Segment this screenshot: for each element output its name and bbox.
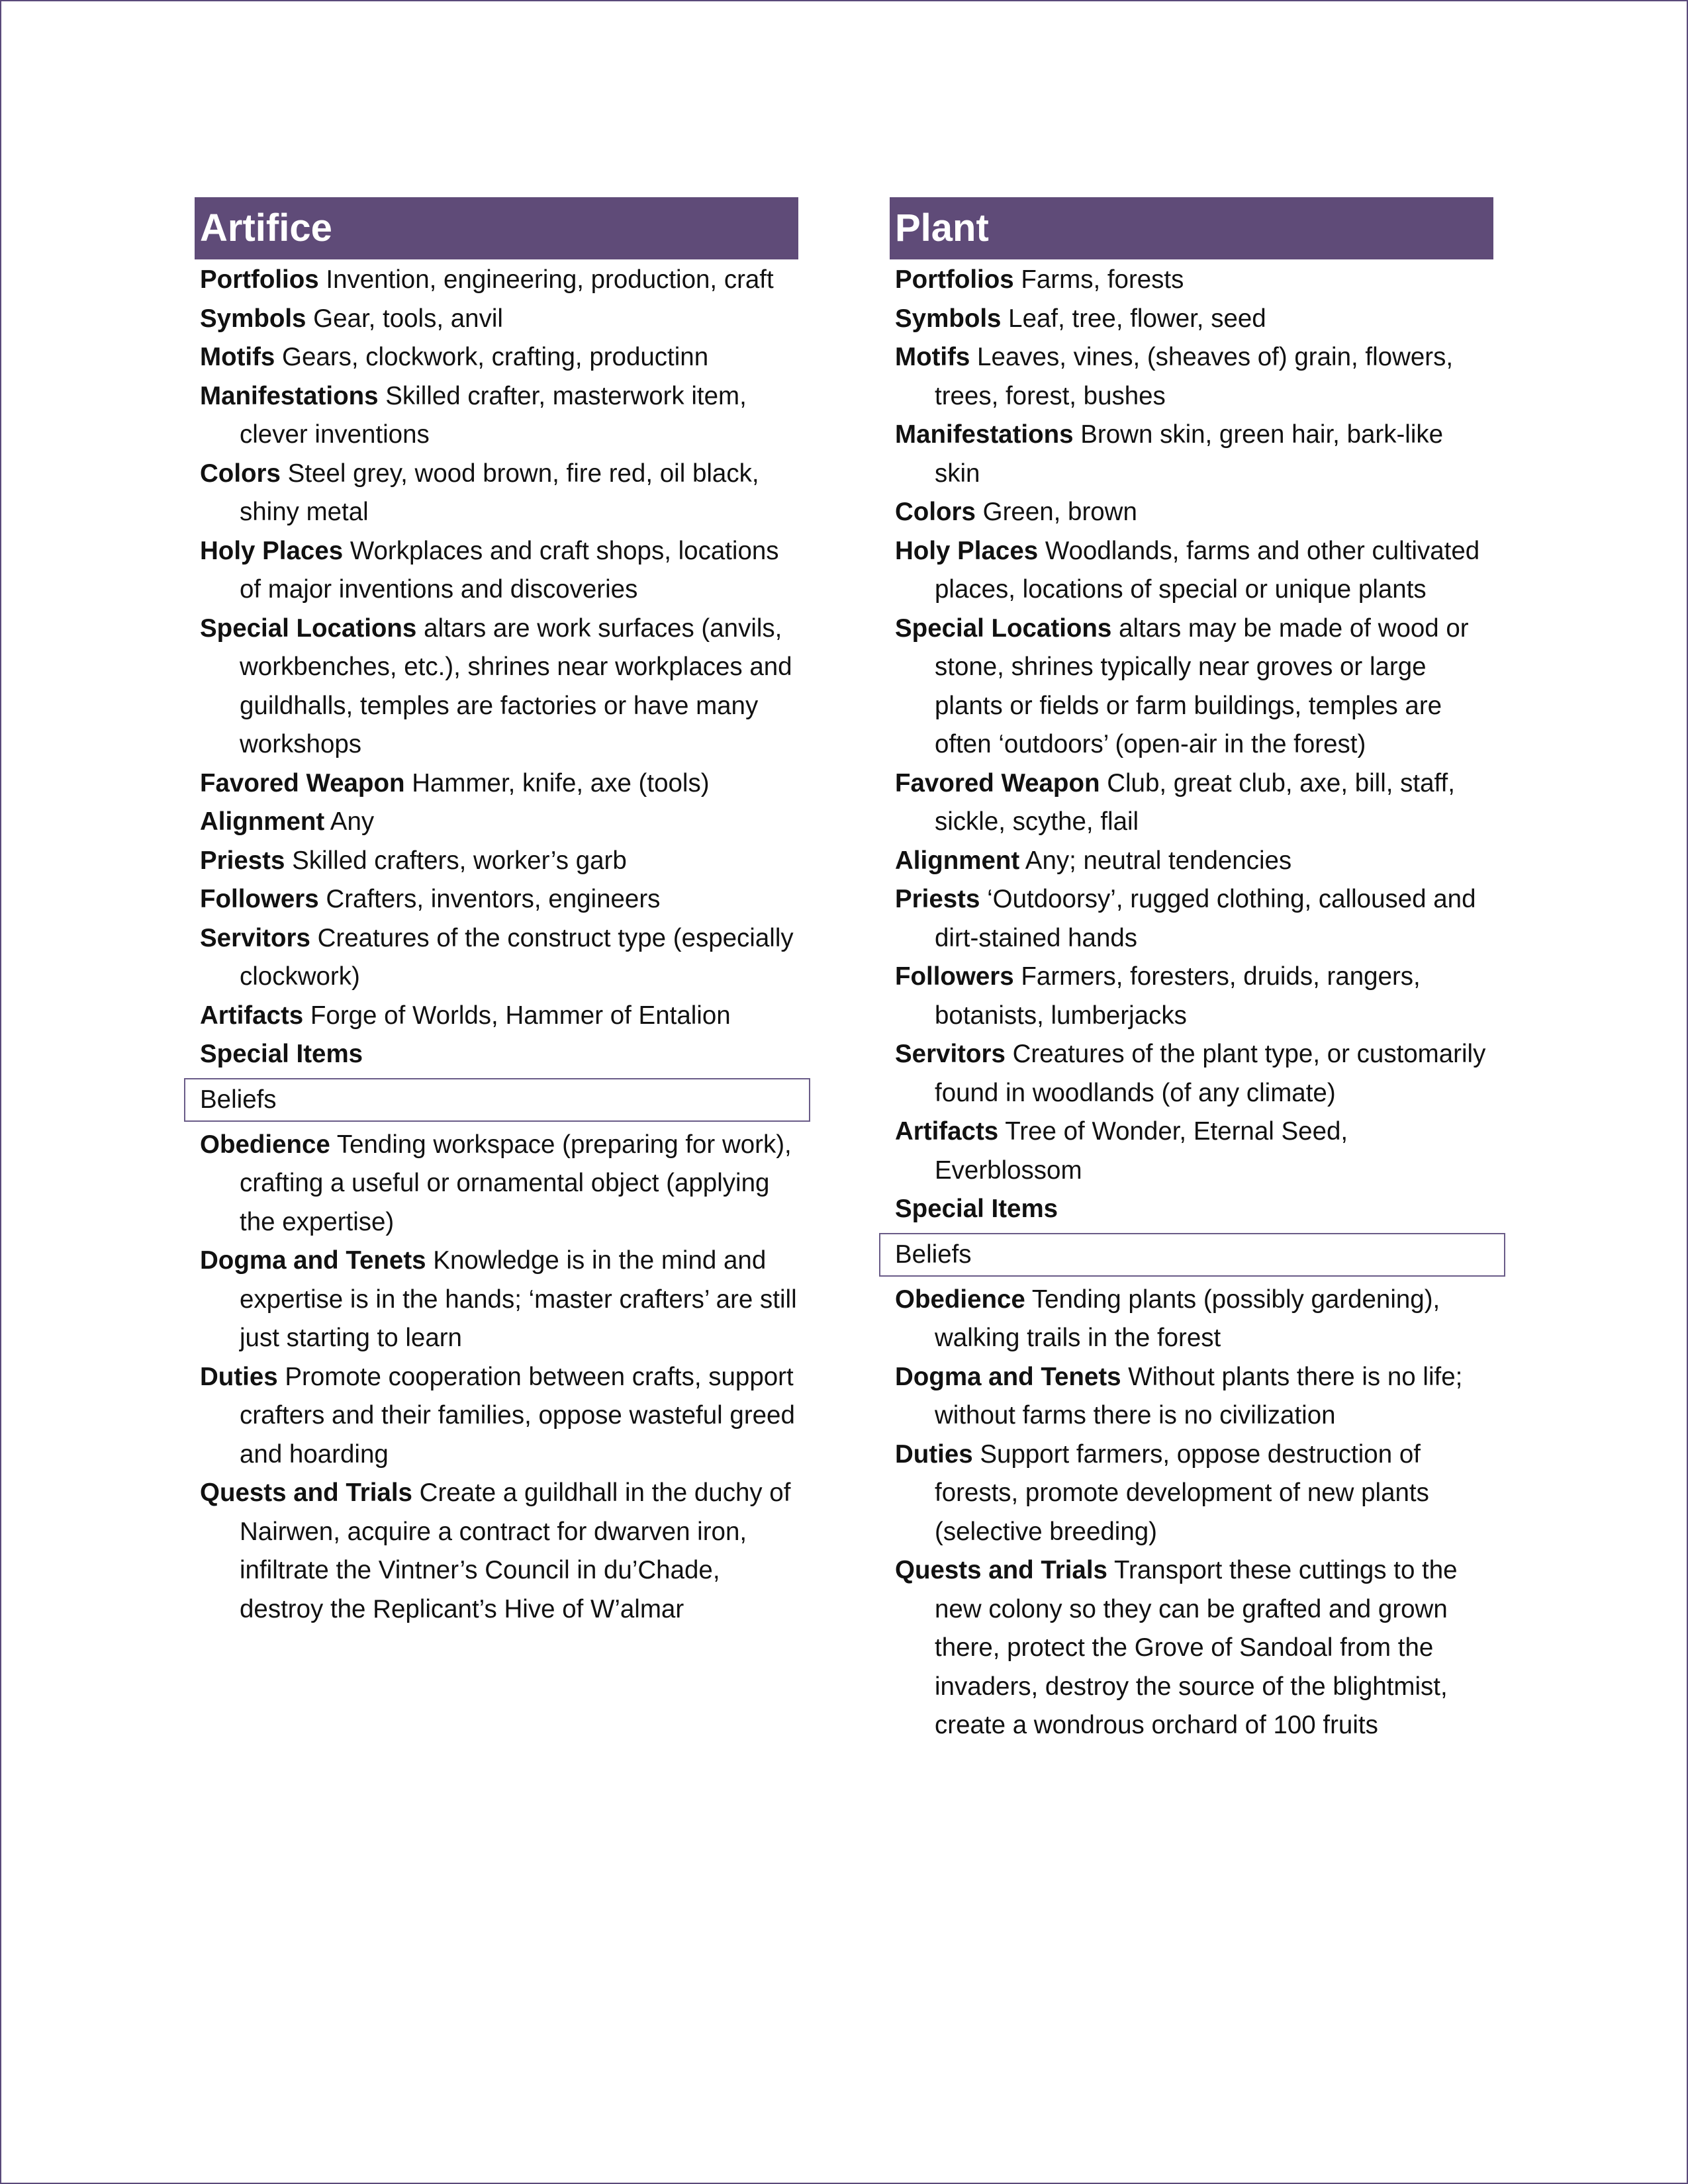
plant-duties	[895, 1435, 1493, 1552]
entry-label: Special Locations	[200, 614, 417, 643]
entry-label: Duties	[895, 1439, 973, 1469]
entry-text: Brown skin, green hair, bark-like skin	[935, 420, 1444, 488]
entry-text: ‘Outdoorsy’, rugged clothing, calloused and dirt-stained hands	[935, 885, 1476, 952]
entry-label: Portfolios	[895, 265, 1014, 294]
entry-text: Skilled crafter, masterwork item, clever inventions	[240, 381, 747, 449]
entry-label: Symbols	[200, 304, 306, 333]
entry-text: Steel grey, wood brown, fire red, oil black, shiny metal	[240, 459, 759, 526]
plant-dogma	[895, 1358, 1493, 1435]
entry-text: altars are work surfaces (anvils, workbenches, etc.), shrines near workplaces and guildhalls, temples are factories or have many workshops	[240, 614, 792, 758]
plant-special-items	[895, 1190, 1493, 1229]
entry-label: Alignment	[895, 846, 1020, 875]
plant-colors	[895, 493, 1493, 532]
entry-text: Any; neutral tendencies	[1025, 846, 1292, 875]
artifice-quests	[200, 1474, 798, 1629]
plant-quests	[895, 1551, 1493, 1745]
artifice-title: Artifice	[195, 197, 798, 259]
entry-text: Knowledge is in the mind and expertise is in the hands; ‘master crafters’ are still just starting to learn	[240, 1246, 797, 1352]
entry-label: Colors	[895, 498, 976, 526]
entry-text: Workplaces and craft shops, locations of major inventions and discoveries	[240, 536, 779, 604]
entry-text: Gear, tools, anvil	[313, 304, 503, 333]
artifice-motifs	[200, 338, 798, 377]
plant-obedience	[895, 1281, 1493, 1358]
entry-label: Manifestations	[895, 420, 1074, 449]
entry-text: Creatures of the construct type (especially clockwork)	[240, 923, 794, 991]
plant-favored-weapon	[895, 764, 1493, 842]
entry-text: Leaves, vines, (sheaves of) grain, flowers, trees, forest, bushes	[935, 343, 1454, 410]
entry-text: Transport these cuttings to the new colony so they can be grafted and grown there, protect the Grove of Sandoal from the invaders, destroy the source of the blightmist, create a wondrous orchard of 100 fruits	[935, 1556, 1458, 1739]
entry-label: Favored Weapon	[200, 768, 405, 797]
artifice-holy-places	[200, 532, 798, 610]
entry-label: Priests	[200, 846, 285, 875]
entry-text: Club, great club, axe, bill, staff, sickle, scythe, flail	[935, 768, 1455, 836]
entry-text: Invention, engineering, production, craft	[326, 265, 774, 294]
artifice-favored-weapon	[200, 764, 798, 803]
plant-special-locations	[895, 610, 1493, 764]
entry-label: Dogma and Tenets	[200, 1246, 426, 1275]
entry-text: Crafters, inventors, engineers	[326, 885, 661, 913]
plant-followers	[895, 958, 1493, 1035]
entry-label: Colors	[200, 459, 281, 488]
entry-text: Gears, clockwork, crafting, productinn	[282, 343, 709, 371]
entry-label: Manifestations	[200, 381, 379, 410]
entry-text: Skilled crafters, worker’s garb	[292, 846, 627, 875]
entry-text: Without plants there is no life; without farms there is no civilization	[935, 1362, 1463, 1430]
plant-portfolios	[895, 261, 1493, 300]
entry-label: Quests and Trials	[200, 1479, 412, 1507]
plant-motifs	[895, 338, 1493, 416]
entry-text: Promote cooperation between crafts, support crafters and their families, oppose wasteful greed and hoarding	[240, 1362, 795, 1469]
plant-beliefs	[890, 1281, 1493, 1745]
entry-label: Dogma and Tenets	[895, 1362, 1121, 1391]
artifice-followers	[200, 880, 798, 919]
artifice-symbols	[200, 300, 798, 339]
artifice-entries	[195, 261, 798, 1074]
entry-label: Artifacts	[200, 1001, 304, 1030]
entry-label: Favored Weapon	[895, 768, 1100, 797]
artifice-beliefs-heading: Beliefs	[184, 1078, 810, 1122]
plant-servitors	[895, 1035, 1493, 1113]
artifice-artifacts	[200, 997, 798, 1036]
entry-label: Special Items	[200, 1040, 363, 1068]
entry-text: Support farmers, oppose destruction of forests, promote development of new plants (selective breeding)	[935, 1439, 1429, 1546]
plant-priests	[895, 880, 1493, 958]
entry-text: Forge of Worlds, Hammer of Entalion	[310, 1001, 731, 1030]
plant-artifacts	[895, 1113, 1493, 1190]
entry-text: Create a guildhall in the duchy of Nairwen, acquire a contract for dwarven iron, infiltrate the Vintner’s Council in du’Chade, destroy the Replicant’s Hive of W’almar	[240, 1479, 791, 1623]
entry-text: Tending workspace (preparing for work), crafting a useful or ornamental object (applying the expertise)	[240, 1130, 792, 1236]
entry-label: Holy Places	[200, 536, 344, 565]
entry-label: Special Items	[895, 1195, 1058, 1223]
artifice-obedience	[200, 1126, 798, 1242]
entry-label: Obedience	[200, 1130, 330, 1159]
entry-text: Green, brown	[982, 498, 1137, 526]
artifice-portfolios	[200, 261, 798, 300]
entry-text: Creatures of the plant type, or customarily found in woodlands (of any climate)	[935, 1040, 1486, 1107]
artifice-priests	[200, 842, 798, 881]
entry-text: Tree of Wonder, Eternal Seed, Everblossom	[935, 1117, 1348, 1185]
plant-entries	[890, 261, 1493, 1229]
entry-label: Obedience	[895, 1285, 1025, 1314]
artifice-alignment	[200, 803, 798, 842]
artifice-beliefs	[195, 1126, 798, 1629]
entry-label: Followers	[200, 885, 319, 913]
entry-label: Priests	[895, 885, 980, 913]
artifice-column	[195, 197, 798, 1629]
artifice-dogma	[200, 1242, 798, 1358]
artifice-duties	[200, 1358, 798, 1475]
artifice-manifestations	[200, 377, 798, 455]
artifice-servitors	[200, 919, 798, 997]
artifice-special-locations	[200, 610, 798, 764]
plant-beliefs-heading: Beliefs	[879, 1233, 1505, 1277]
entry-label: Portfolios	[200, 265, 319, 294]
entry-label: Motifs	[895, 343, 970, 371]
entry-label: Artifacts	[895, 1117, 999, 1146]
entry-label: Servitors	[200, 923, 310, 952]
plant-column	[890, 197, 1493, 1745]
entry-label: Alignment	[200, 807, 325, 836]
entry-label: Special Locations	[895, 614, 1112, 643]
plant-holy-places	[895, 532, 1493, 610]
artifice-special-items	[200, 1035, 798, 1074]
artifice-colors	[200, 455, 798, 532]
entry-text: Tending plants (possibly gardening), walking trails in the forest	[935, 1285, 1440, 1352]
entry-label: Duties	[200, 1362, 278, 1391]
entry-label: Followers	[895, 962, 1014, 991]
plant-symbols	[895, 300, 1493, 339]
entry-text: Any	[330, 807, 375, 836]
entry-label: Symbols	[895, 304, 1002, 333]
plant-manifestations	[895, 416, 1493, 493]
entry-label: Servitors	[895, 1040, 1006, 1068]
entry-text: Leaf, tree, flower, seed	[1008, 304, 1266, 333]
entry-text: Farmers, foresters, druids, rangers, botanists, lumberjacks	[935, 962, 1421, 1030]
entry-text: altars may be made of wood or stone, shrines typically near groves or large plants or fields or farm buildings, temples are often ‘outdoors’ (open-air in the forest)	[935, 614, 1469, 758]
entry-label: Quests and Trials	[895, 1556, 1107, 1584]
entry-text: Hammer, knife, axe (tools)	[412, 768, 710, 797]
entry-text: Farms, forests	[1021, 265, 1184, 294]
plant-title: Plant	[890, 197, 1493, 259]
plant-alignment	[895, 842, 1493, 881]
entry-text: Woodlands, farms and other cultivated places, locations of special or unique plants	[935, 536, 1480, 604]
entry-label: Holy Places	[895, 536, 1039, 565]
entry-label: Motifs	[200, 343, 275, 371]
